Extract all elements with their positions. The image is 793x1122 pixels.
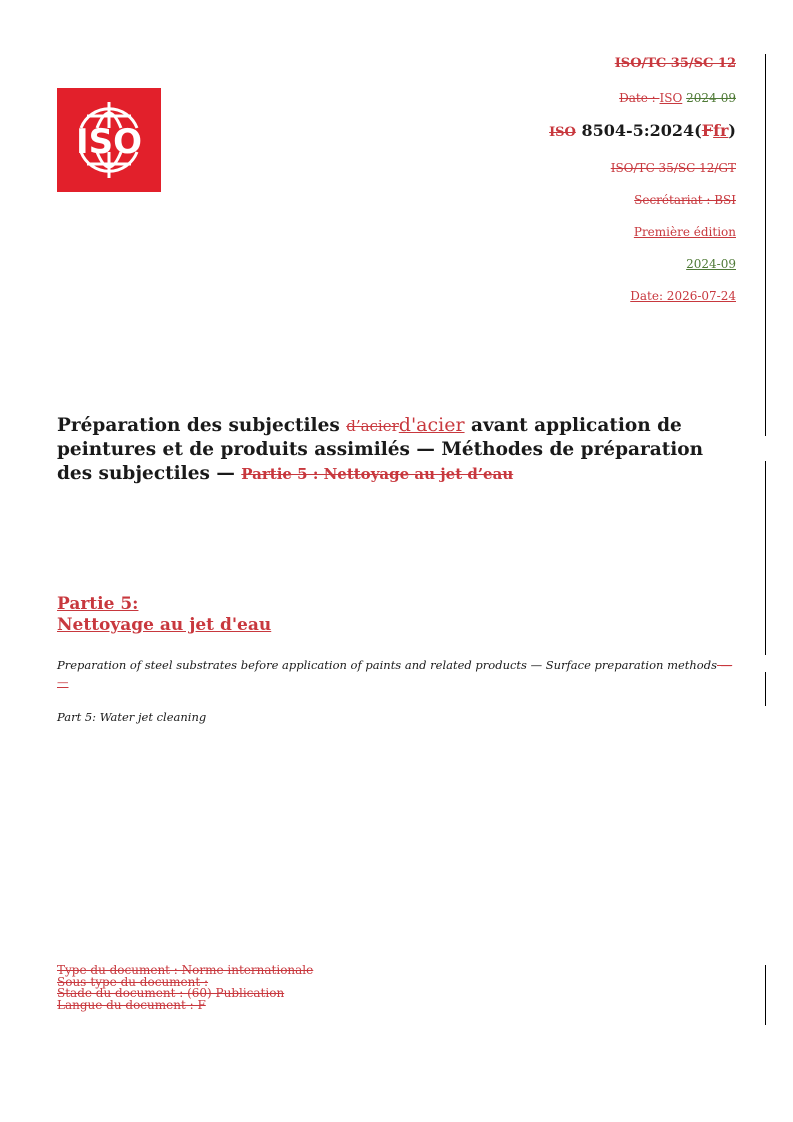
english-title [57, 657, 737, 691]
meta-stage: Stade du document : (60) Publication [57, 986, 285, 1000]
date-deleted: 2024-09 [686, 91, 736, 105]
title-part-deleted: Partie 5 : Nettoyage au jet d’eau [241, 465, 514, 483]
title-deleted: d’acier [346, 417, 399, 435]
title-part2: avant application de peintures et de produits assimilés — Méthodes de préparation des subjectiles — [57, 415, 704, 484]
change-bar [765, 672, 766, 706]
part-heading-line1: Partie 5: [57, 594, 139, 614]
english-title-text: Preparation of steel substrates before application of paints and related products — Surface preparation methods [57, 658, 717, 672]
number-suffix: ) [728, 121, 736, 140]
meta-type: Type du document : Norme internationale [57, 963, 314, 977]
committee-code: ISO/TC 35/SC 12 [614, 56, 736, 71]
header-date [619, 91, 736, 105]
change-bar [765, 461, 766, 655]
revision-date: Date: 2026-07-24 [630, 289, 736, 303]
lang-deleted: F [701, 121, 714, 140]
title-part1: Préparation des subjectiles [57, 415, 347, 436]
english-part: Part 5: Water jet cleaning [57, 710, 207, 724]
document-metadata [57, 965, 313, 1011]
meta-subtype: Sous-type du document : [57, 974, 209, 989]
english-dash-inserted: — [57, 675, 69, 689]
date-inserted: ISO [659, 91, 683, 105]
date-label-deleted: Date : [619, 91, 660, 105]
edition-date: 2024-09 [686, 257, 736, 271]
title-inserted: d'acier [398, 414, 465, 436]
iso-logo-text: ISO [75, 122, 143, 162]
document-title [57, 413, 737, 486]
number-prefix-deleted: ISO [549, 125, 576, 140]
working-group: ISO/TC 35/SC 12/GT [610, 161, 736, 175]
document-number [549, 121, 736, 140]
change-bar [765, 54, 766, 436]
lang-inserted: fr [713, 121, 729, 140]
number-main: 8504-5:2024( [581, 121, 702, 140]
english-dash-deleted: — [717, 658, 733, 672]
secretariat: Secrétariat : BSI [634, 193, 736, 207]
iso-logo [57, 88, 161, 192]
edition: Première édition [633, 225, 736, 239]
part-heading-line2: Nettoyage au jet d'eau [57, 615, 272, 635]
change-bar [765, 965, 766, 1025]
part-heading [57, 594, 271, 636]
meta-language: Langue du document : F [57, 997, 206, 1012]
